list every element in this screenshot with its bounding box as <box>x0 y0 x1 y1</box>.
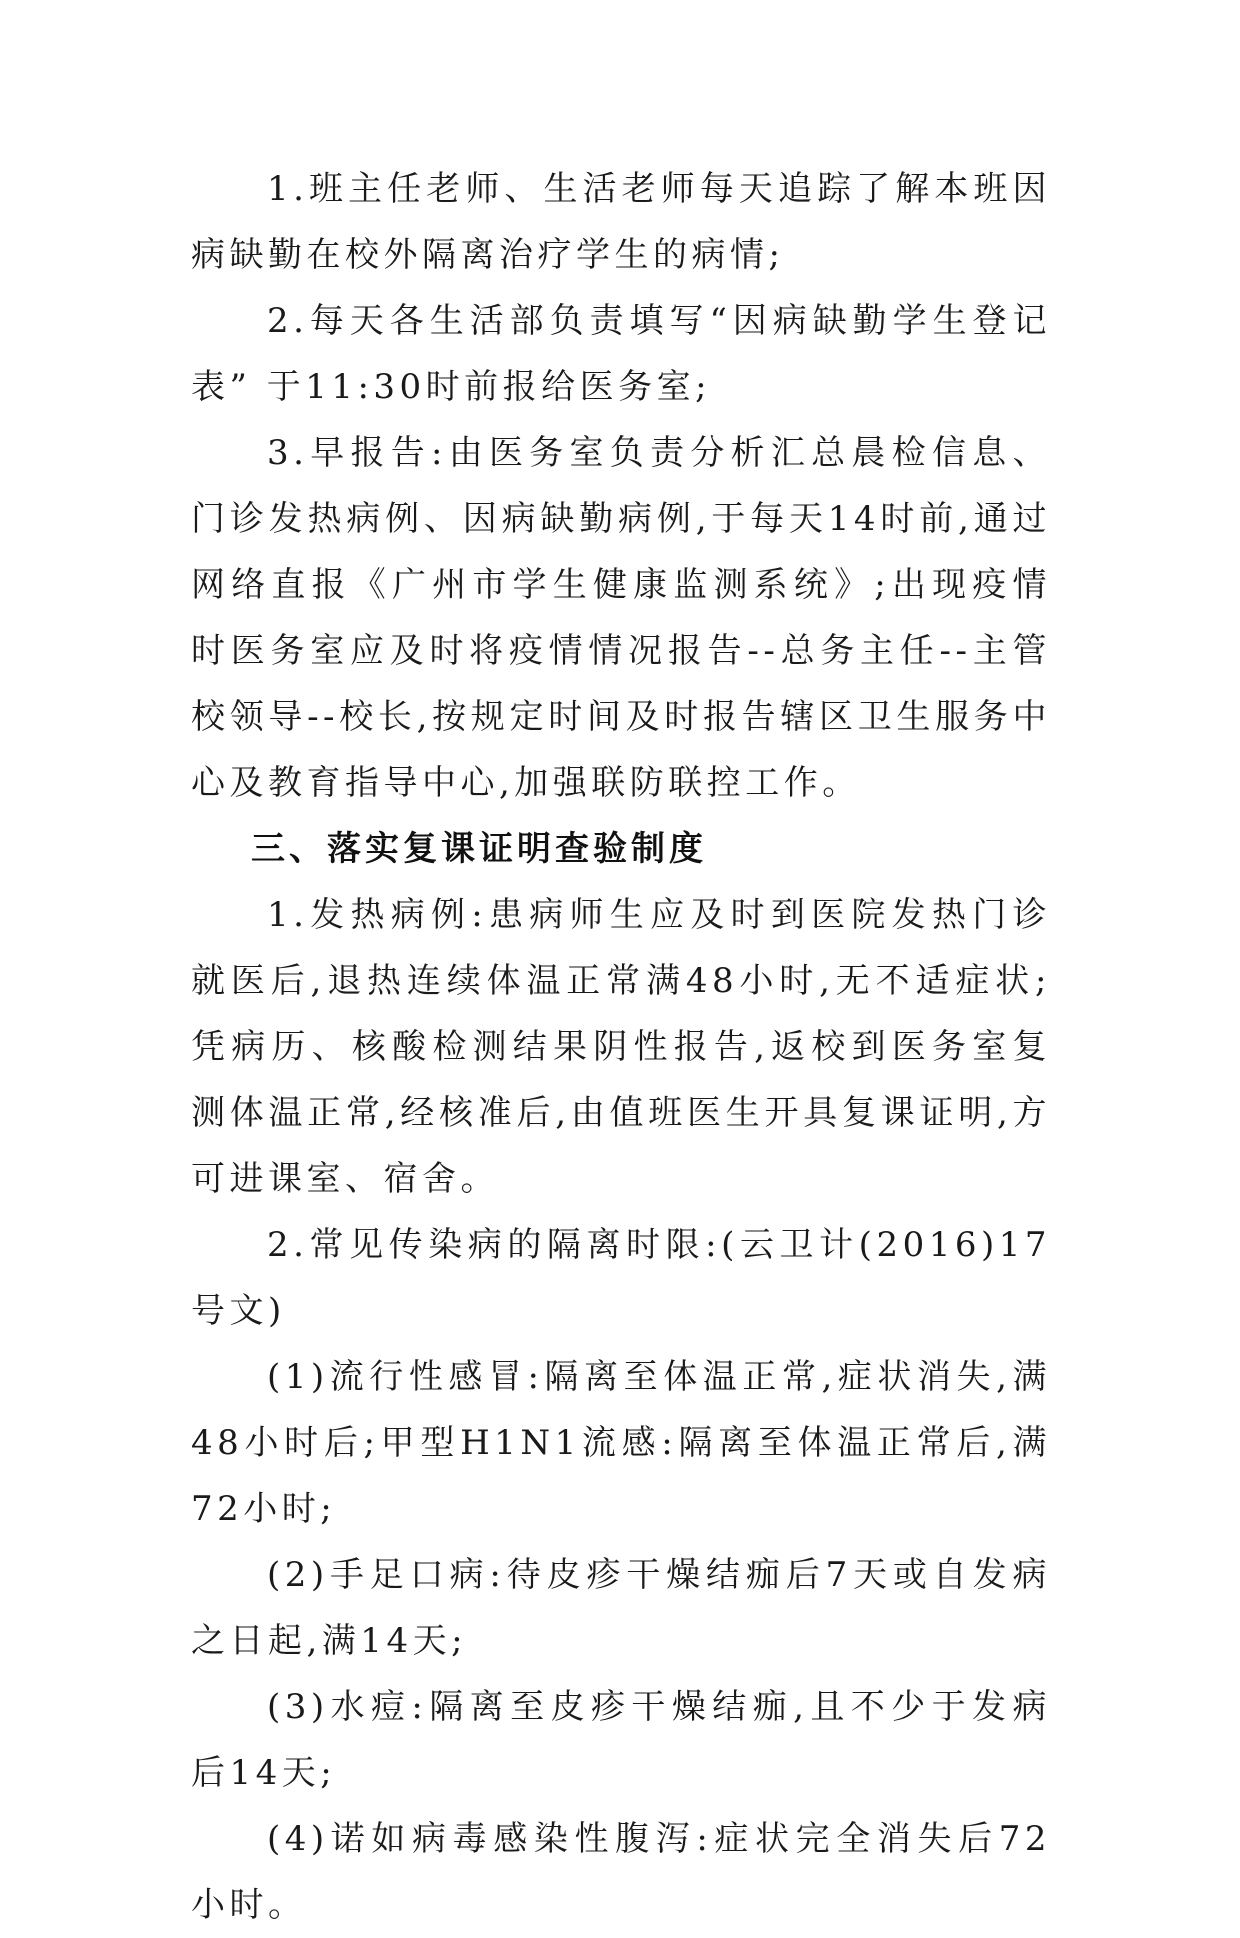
document-body <box>191 156 1051 1938</box>
paragraph-absence-tracking: 1.班主任老师、生活老师每天追踪了解本班因病缺勤在校外隔离治疗学生的病情; <box>191 169 1051 275</box>
paragraph-hand-foot-mouth: (2)手足口病:待皮疹干燥结痂后7天或自发病之日起,满14天; <box>191 1555 1051 1661</box>
paragraph-fever-cases: 1.发热病例:患病师生应及时到医院发热门诊就医后,退热连续体温正常满48小时,无不适症状;凭病历、核酸检测结果阴性报告,返校到医务室复测体温正常,经核准后,由值班医生开具复课证明,方可进课室、宿舍。 <box>191 895 1051 1199</box>
paragraph-norovirus: (4)诺如病毒感染性腹泻:症状完全消失后72小时。 <box>191 1819 1051 1925</box>
section-heading: 三、落实复课证明查验制度 <box>251 829 707 869</box>
paragraph-isolation-periods: 2.常见传染病的隔离时限:(云卫计(2016)17号文) <box>191 1225 1051 1331</box>
paragraph-absence-register: 2.每天各生活部负责填写“因病缺勤学生登记表” 于11:30时前报给医务室; <box>191 301 1051 407</box>
paragraph-influenza: (1)流行性感冒:隔离至体温正常,症状消失,满48小时后;甲型H1N1流感:隔离至体温正常后,满72小时; <box>191 1357 1051 1529</box>
paragraph-early-report: 3.早报告:由医务室负责分析汇总晨检信息、门诊发热病例、因病缺勤病例,于每天14时前,通过网络直报《广州市学生健康监测系统》;出现疫情时医务室应及时将疫情情况报告--总务主任--主管校领导--校长,按规定时间及时报告辖区卫生服务中心及教育指导中心,加强联防联控工作。 <box>191 433 1051 803</box>
paragraph-chickenpox: (3)水痘:隔离至皮疹干燥结痂,且不少于发病后14天; <box>191 1687 1051 1793</box>
